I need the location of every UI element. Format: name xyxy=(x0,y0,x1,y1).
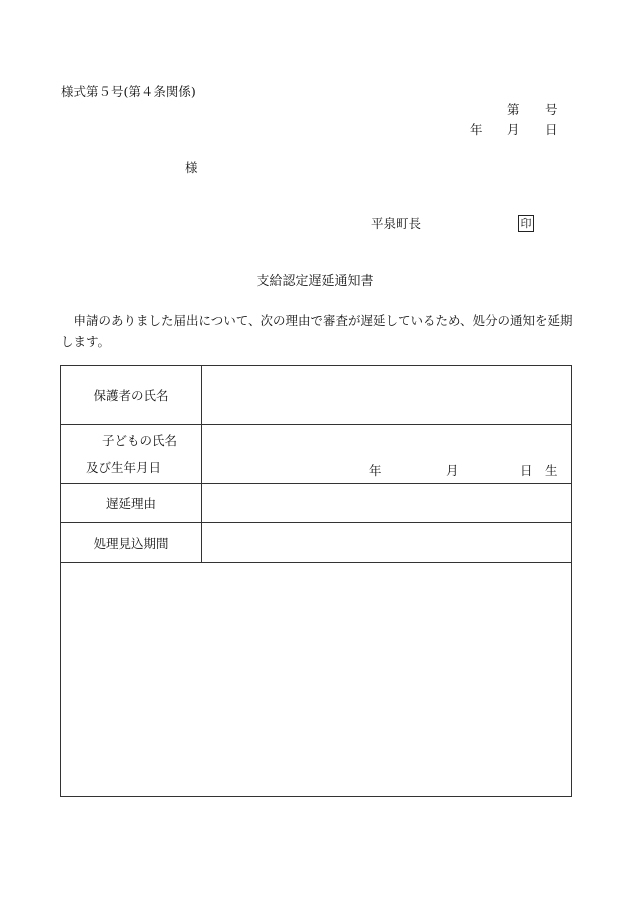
page-title: 支給認定遅延通知書 xyxy=(256,274,374,289)
birthdate-label: 及び生年月日 xyxy=(86,460,162,475)
issuer-mayor: 平泉町長 xyxy=(371,216,422,231)
body-paragraph: 申請のありました届出について、次の理由で審査が遅延しているため、処分の通知を延期します。 xyxy=(61,313,573,349)
table-row-expected-period xyxy=(61,523,572,563)
child-label-cell xyxy=(61,425,202,484)
birth-year-label: 年 xyxy=(369,463,382,478)
table-row-delay-reason xyxy=(61,484,572,523)
notice-table xyxy=(60,365,572,797)
guardian-name-label: 保護者の氏名 xyxy=(61,366,202,425)
delay-reason-field[interactable] xyxy=(202,484,572,523)
date-month-label: 月 xyxy=(507,122,520,137)
remarks-area[interactable] xyxy=(61,563,572,797)
date-year-label: 年 xyxy=(470,122,483,137)
doc-number-suffix: 号 xyxy=(545,102,558,117)
child-name-label: 子どもの氏名 xyxy=(102,433,178,448)
delay-reason-label: 遅延理由 xyxy=(61,484,202,523)
table-row-guardian xyxy=(61,366,572,425)
birth-suffix-label: 生 xyxy=(545,463,558,478)
recipient-honorific: 様 xyxy=(185,160,198,175)
form-number: 様式第５号(第４条関係) xyxy=(61,84,196,99)
birth-day-label: 日 xyxy=(520,463,533,478)
expected-period-label: 処理見込期間 xyxy=(61,523,202,563)
seal-mark: 印 xyxy=(518,215,534,232)
table-row-child xyxy=(61,425,572,484)
doc-number-prefix: 第 xyxy=(507,102,520,117)
table-row-remarks xyxy=(61,563,572,797)
birth-month-label: 月 xyxy=(446,463,459,478)
child-info-field[interactable] xyxy=(202,425,572,484)
date-day-label: 日 xyxy=(545,122,558,137)
guardian-name-field[interactable] xyxy=(202,366,572,425)
expected-period-field[interactable] xyxy=(202,523,572,563)
